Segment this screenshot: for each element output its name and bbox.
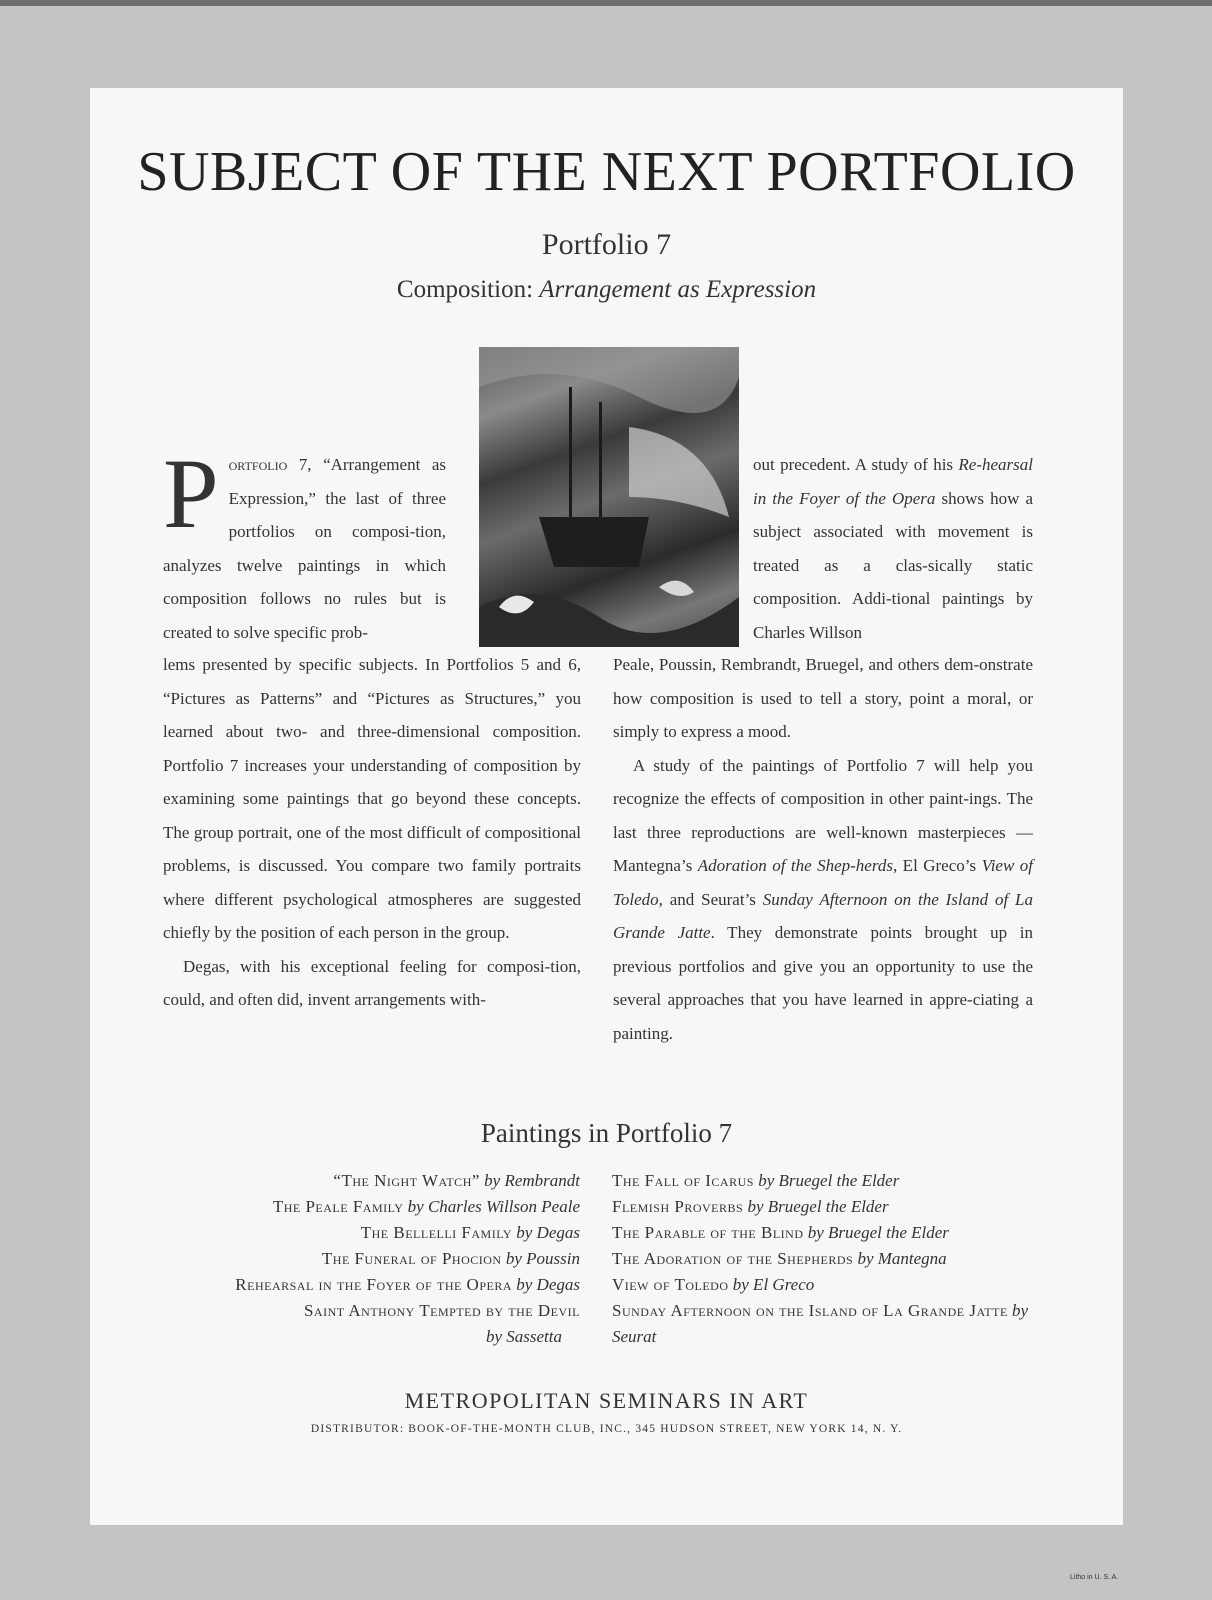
painting-title: The Peale Family [272, 1197, 404, 1216]
paintings-list-right [612, 1168, 1052, 1350]
painting-title: The Parable of the Blind [612, 1223, 804, 1242]
painting-artist: by Sassetta [485, 1327, 562, 1346]
text-run: , and Seurat’s [658, 889, 763, 909]
painting-entry [150, 1246, 580, 1272]
painting-title: View of Toledo [612, 1275, 729, 1294]
painting-entry [150, 1220, 580, 1246]
painting-title: Flemish Proverbs [612, 1197, 744, 1216]
paragraph-1-start: 7, “Arrangement as Expression,” the last of three portfolios on composi-tion, analyzes twelve paintings in which composition follows no rules but is created to solve specific prob- [163, 455, 446, 642]
painting-artist: by Mantegna [857, 1249, 947, 1268]
painting-artist: by Poussin [505, 1249, 580, 1268]
text-run: . They demonstrate points brought up in previous portfolios and give you an opportunity to use the several approaches that you have learned in appre-ciating a painting. [613, 923, 1033, 1043]
topic-heading [90, 276, 1123, 304]
text-run: out precedent. A study of his [753, 455, 959, 474]
painting-title: Rehearsal in the Foyer of the Opera [235, 1275, 513, 1294]
painting-entry [150, 1168, 580, 1194]
article-paragraph-2-continued [753, 448, 1033, 649]
painting-entry [612, 1194, 1052, 1220]
page-title: SUBJECT OF THE NEXT PORTFOLIO [137, 141, 1076, 203]
painting-artist: by Rembrandt [484, 1171, 580, 1190]
printed-page [90, 88, 1123, 1525]
painting-entry [150, 1194, 580, 1220]
painting-artist: by Bruegel the Elder [747, 1197, 889, 1216]
painting-artist: by Degas [516, 1223, 580, 1242]
painting-entry [612, 1168, 1052, 1194]
italic-title: Re-hearsal in the Foyer of the Opera [753, 455, 1033, 508]
painting-artist: by Degas [516, 1275, 580, 1294]
topic-label: Composition: [396, 276, 534, 303]
painting-entry [612, 1272, 1052, 1298]
paragraph-3 [613, 749, 1033, 1051]
painting-entry [150, 1298, 580, 1350]
italic-title: Adoration of the Shep-herds [697, 856, 893, 875]
paragraph-1-end: lems presented by specific subjects. In Portfolios 5 and 6, “Pictures as Patterns” and “Pictures as Structures,” you learned about two- and three-dimensional composition. Portfolio 7 increases your understanding of composition by examining some paintings that go beyond these concepts. The group portrait, one of the most difficult of compositional problems, is discussed. You compare two family portraits where different psychological atmospheres are suggested chiefly by the position of each person in the group. [163, 655, 581, 942]
painting-entry [150, 1272, 580, 1298]
painting-title: Saint Anthony Tempted by the Devil [303, 1301, 580, 1320]
painting-artist: by Bruegel the Elder [807, 1223, 949, 1242]
distributor-line: DISTRIBUTOR: BOOK-OF-THE-MONTH CLUB, INC., 345 HUDSON STREET, NEW YORK 14, N. Y. [310, 1423, 903, 1435]
topic-italic: Arrangement as Expression [539, 276, 817, 303]
painting-entry [612, 1220, 1052, 1246]
text-run: , El Greco’s [892, 856, 982, 875]
painting-artist: by Charles Willson Peale [407, 1197, 580, 1216]
painting-artist: by Bruegel the Elder [758, 1171, 900, 1190]
text-run: shows how a subject associated with movement is treated as a clas-sically static composition. Addi-tional paintings by Charles Willson [753, 488, 1033, 642]
italic-title: Sunday Afternoon on the Island of La Grande Jatte [613, 889, 1033, 942]
painting-entry [612, 1298, 1052, 1350]
italic-title: View of Toledo [613, 856, 1033, 909]
article-paragraph-1-top [163, 438, 446, 649]
painting-title: Sunday Afternoon on the Island of La Grande Jatte [612, 1301, 1008, 1320]
painting-entry [612, 1246, 1052, 1272]
painting-title: The Fall of Icarus [612, 1171, 754, 1190]
paragraph-2-end: Peale, Poussin, Rembrandt, Bruegel, and others dem-onstrate how composition is used to tell a story, point a moral, or simply to express a mood. [613, 655, 1033, 741]
drop-cap: P [163, 438, 219, 549]
painting-title: The Adoration of the Shepherds [612, 1249, 854, 1268]
painting-title: “The Night Watch” [333, 1171, 480, 1190]
painting-title: The Bellelli Family [360, 1223, 513, 1242]
painting-artist: by Seurat [612, 1301, 1029, 1346]
publisher-name: METROPOLITAN SEMINARS IN ART [404, 1388, 809, 1413]
ship-painting-image [479, 347, 739, 647]
article-column-right [613, 648, 1033, 1050]
painting-artist: by El Greco [732, 1275, 815, 1294]
portfolio-subtitle: Portfolio 7 [541, 228, 672, 261]
article-column-left [163, 648, 581, 1017]
painting-title: The Funeral of Phocion [321, 1249, 502, 1268]
paintings-list-title: Paintings in Portfolio 7 [480, 1118, 733, 1148]
printer-mark: Litho in U. S. A. [1070, 1574, 1119, 1581]
text-run: A study of the paintings of Portfolio 7 will help you recognize the effects of composition in other paint-ings. The last three reproductions are well-known masterpieces — Mantegna’s [613, 755, 1033, 875]
paintings-list-left [150, 1168, 580, 1350]
paragraph-2: Degas, with his exceptional feeling for composi-tion, could, and often did, invent arrangements with- [163, 956, 581, 1009]
drop-cap-smallcaps: ortfolio [228, 455, 288, 474]
scan-top-edge [0, 0, 1212, 6]
